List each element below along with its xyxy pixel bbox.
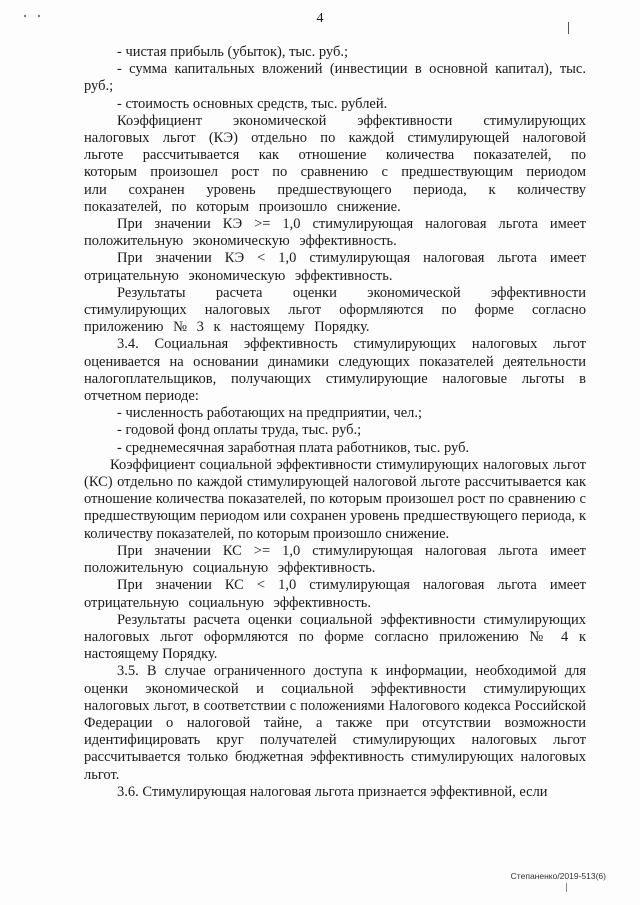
paragraph: Результаты расчета оценки экономической эффективности стимулирующих налоговых льгот оформляются по форме согласно приложению № 3 к настоящему Порядку. <box>84 284 586 336</box>
list-item: - сумма капитальных вложений (инвестиции в основной капитал), тыс. руб.; <box>84 61 586 95</box>
paragraph: Коэффициент экономической эффективности стимулирующих налоговых льгот (КЭ) отдельно по каждой стимулирующей налоговой льготе рассчитывается как отношение количества показателей, по которым произошел рост по сравнению с предшествующим периодом или сохранен уровень предшествующего периода, к количеству показателей, по которым произошло снижение. <box>84 112 586 215</box>
paragraph: При значении КС >= 1,0 стимулирующая налоговая льгота имеет положительную социальную эффективность. <box>84 542 586 577</box>
section-3-6: 3.6. Стимулирующая налоговая льгота признается эффективной, если <box>117 783 548 800</box>
paragraph: Коэффициент социальной эффективности стимулирующих налоговых льгот (КС) отдельно по каждой стимулирующей налоговой льготе рассчитывается как отношение количества показателей, по которым произошел рост по сравнению с предшествующим периодом или сохранен уровень предшествующего периода, к количеству показателей, по которым произошло снижение. <box>84 456 586 542</box>
paragraph: При значении КС < 1,0 стимулирующая налоговая льгота имеет отрицательную социальную эффективность. <box>84 577 586 611</box>
scan-mark <box>566 883 567 892</box>
paragraph: Результаты расчета оценки социальной эффективности стимулирующих налоговых льгот оформляются по форме согласно приложению № 4 к настоящему Порядку. <box>84 611 586 663</box>
list-item: - численность работающих на предприятии, чел.; <box>117 405 423 422</box>
list-item: - среднемесячная заработная плата работников, тыс. руб. <box>117 439 470 456</box>
section-3-5: 3.5. В случае ограниченного доступа к информации, необходимой для оценки экономической и социальной эффективности стимулирующих налоговых льгот, в соответствии с положениями Налогового кодекса Российской Федерации о налоговой тайне, а также при отсутствии возможности идентифицировать круг получателей стимулирующих налоговых льгот рассчитывается только бюджетная эффективность стимулирующих налоговых льгот. <box>84 663 586 783</box>
page-number: 4 <box>316 11 324 26</box>
list-item: - годовой фонд оплаты труда, тыс. руб.; <box>117 422 362 439</box>
footer-code: Степаненко/2019-513(6) <box>510 871 606 881</box>
paragraph: При значении КЭ < 1,0 стимулирующая налоговая льгота имеет отрицательную экономическую эффективность. <box>84 250 586 284</box>
paragraph: При значении КЭ >= 1,0 стимулирующая налоговая льгота имеет положительную экономическую эффективность. <box>84 216 586 250</box>
body-text <box>84 44 586 801</box>
list-item: - стоимость основных средств, тыс. рублей. <box>117 95 388 112</box>
section-3-4: 3.4. Социальная эффективность стимулирующих налоговых льгот оценивается на основании динамики следующих показателей деятельности налогоплательщиков, получающих стимулирующие налоговые льготы в отчетном периоде: <box>84 336 586 405</box>
list-item: - чистая прибыль (убыток), тыс. руб.; <box>117 44 348 60</box>
